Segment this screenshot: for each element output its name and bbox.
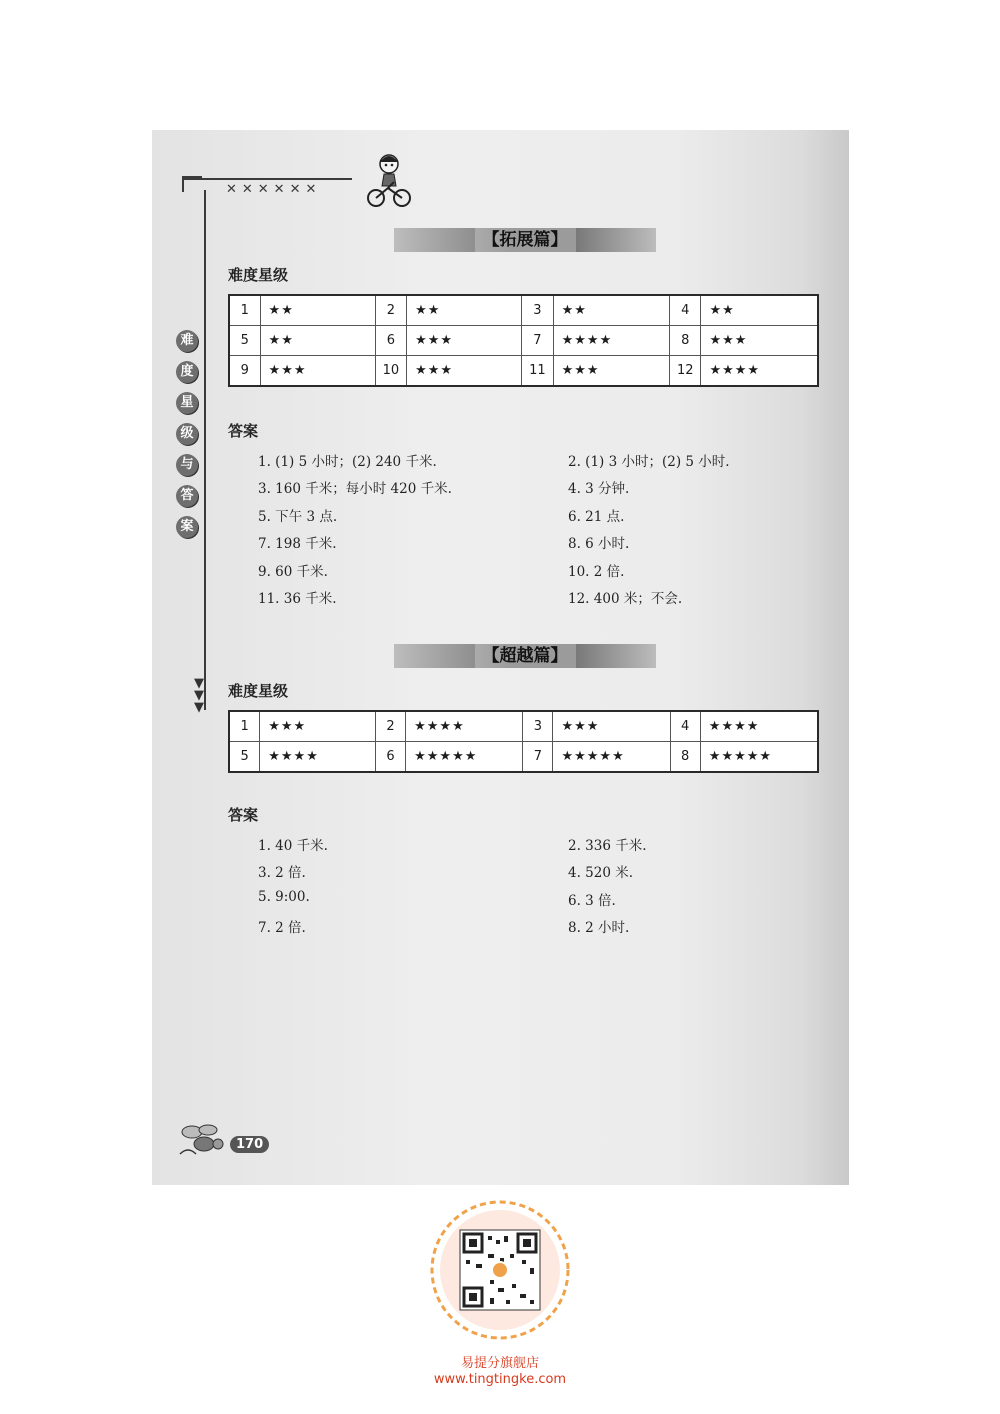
answer-item: 8. 2 小时. bbox=[568, 920, 630, 937]
problem-number: 2 bbox=[375, 711, 405, 742]
star-rating: ★★★★ bbox=[700, 711, 818, 742]
star-rating: ★★★ bbox=[701, 326, 818, 356]
problem-number: 3 bbox=[523, 711, 553, 742]
problem-number: 5 bbox=[229, 326, 260, 356]
star-rating: ★★ bbox=[260, 295, 375, 326]
problem-number: 10 bbox=[375, 356, 406, 387]
star-rating: ★★★ bbox=[553, 356, 669, 387]
answer-item: 12. 400 米；不会. bbox=[568, 591, 683, 607]
problem-number: 1 bbox=[229, 295, 260, 326]
frame-top-line bbox=[182, 178, 352, 180]
star-rating: ★★★★★ bbox=[700, 742, 818, 773]
difficulty-label: 难度星级 bbox=[228, 266, 289, 284]
answer-item: 2. (1) 3 小时；(2) 5 小时. bbox=[568, 454, 730, 470]
answer-item: 2. 336 千米. bbox=[568, 838, 647, 854]
answer-item: 9. 60 千米. bbox=[258, 563, 328, 580]
difficulty-row bbox=[229, 356, 818, 387]
star-rating: ★★ bbox=[260, 326, 375, 356]
star-rating: ★★★ bbox=[407, 326, 522, 356]
star-rating: ★★ bbox=[407, 295, 522, 326]
side-title-char: 星 bbox=[176, 392, 198, 414]
problem-number: 7 bbox=[522, 326, 553, 356]
bee-icon bbox=[174, 1120, 234, 1160]
star-rating: ★★★★★ bbox=[553, 742, 670, 773]
star-rating: ★★★ bbox=[407, 356, 522, 387]
answer-item: 6. 21 点. bbox=[568, 508, 625, 525]
answer-item: 4. 520 米. bbox=[568, 865, 634, 882]
difficulty-row bbox=[229, 295, 818, 326]
answer-item: 1. 40 千米. bbox=[258, 838, 328, 854]
problem-number: 1 bbox=[229, 711, 260, 742]
problem-number: 8 bbox=[670, 326, 701, 356]
store-url-link[interactable]: www.tingtingke.com bbox=[433, 1372, 567, 1387]
star-rating: ★★ bbox=[553, 295, 669, 326]
side-title-char: 度 bbox=[176, 361, 198, 383]
side-title-char: 案 bbox=[176, 516, 198, 538]
problem-number: 6 bbox=[375, 742, 405, 773]
answers-label: 答案 bbox=[228, 806, 259, 824]
answer-item: 7. 198 千米. bbox=[258, 536, 337, 553]
problem-number: 4 bbox=[670, 295, 701, 326]
star-rating: ★★★ bbox=[553, 711, 670, 742]
answer-item: 4. 3 分钟. bbox=[568, 481, 630, 498]
answer-item: 3. 160 千米；每小时 420 千米. bbox=[258, 481, 452, 498]
answer-item: 5. 下午 3 点. bbox=[258, 508, 338, 525]
problem-number: 8 bbox=[670, 742, 700, 773]
scanned-page bbox=[152, 130, 849, 1185]
answer-item: 6. 3 倍. bbox=[568, 892, 616, 909]
problem-number: 2 bbox=[375, 295, 406, 326]
side-title-char: 级 bbox=[176, 423, 198, 445]
star-rating: ★★★★★ bbox=[406, 742, 523, 773]
cyclist-icon bbox=[366, 150, 412, 210]
decorative-crosses: ✕✕✕✕✕✕ bbox=[226, 182, 322, 197]
problem-number: 9 bbox=[229, 356, 260, 387]
answer-item: 11. 36 千米. bbox=[258, 591, 337, 607]
star-rating: ★★★ bbox=[260, 356, 375, 387]
star-rating: ★★★★ bbox=[406, 711, 523, 742]
answer-item: 10. 2 倍. bbox=[568, 563, 625, 580]
section-banner-beyond: 【超越篇】 bbox=[394, 644, 656, 668]
problem-number: 7 bbox=[523, 742, 553, 773]
side-title-char: 难 bbox=[176, 330, 198, 352]
star-rating: ★★★★ bbox=[553, 326, 669, 356]
star-rating: ★★ bbox=[701, 295, 818, 326]
difficulty-row bbox=[229, 326, 818, 356]
answers-label: 答案 bbox=[228, 422, 259, 440]
difficulty-row bbox=[229, 742, 818, 773]
store-name: 易提分旗舰店 bbox=[460, 1356, 539, 1371]
side-title bbox=[176, 330, 198, 547]
side-title-char: 答 bbox=[176, 485, 198, 507]
problem-number: 11 bbox=[522, 356, 553, 387]
answer-item: 7. 2 倍. bbox=[258, 920, 306, 937]
difficulty-label: 难度星级 bbox=[228, 682, 289, 700]
side-title-char: 与 bbox=[176, 454, 198, 476]
section-banner-extension: 【拓展篇】 bbox=[394, 228, 656, 252]
difficulty-row bbox=[229, 711, 818, 742]
problem-number: 12 bbox=[670, 356, 701, 387]
qr-code-icon bbox=[430, 1198, 570, 1348]
answer-item: 3. 2 倍. bbox=[258, 865, 306, 882]
difficulty-table-extension bbox=[228, 294, 819, 387]
answer-item: 8. 6 小时. bbox=[568, 536, 630, 553]
star-rating: ★★★★ bbox=[260, 742, 376, 773]
answer-item: 1. (1) 5 小时；(2) 240 千米. bbox=[258, 454, 437, 470]
problem-number: 6 bbox=[375, 326, 406, 356]
problem-number: 5 bbox=[229, 742, 260, 773]
problem-number: 3 bbox=[522, 295, 553, 326]
star-rating: ★★★ bbox=[260, 711, 376, 742]
problem-number: 4 bbox=[670, 711, 700, 742]
star-rating: ★★★★ bbox=[701, 356, 818, 387]
answer-item: 5. 9:00. bbox=[258, 888, 310, 905]
down-arrows-icon: ▼ ▼ ▼ bbox=[194, 676, 204, 715]
frame-left-line bbox=[204, 190, 206, 710]
difficulty-table-beyond bbox=[228, 710, 819, 773]
page-number: 170 bbox=[230, 1136, 269, 1153]
